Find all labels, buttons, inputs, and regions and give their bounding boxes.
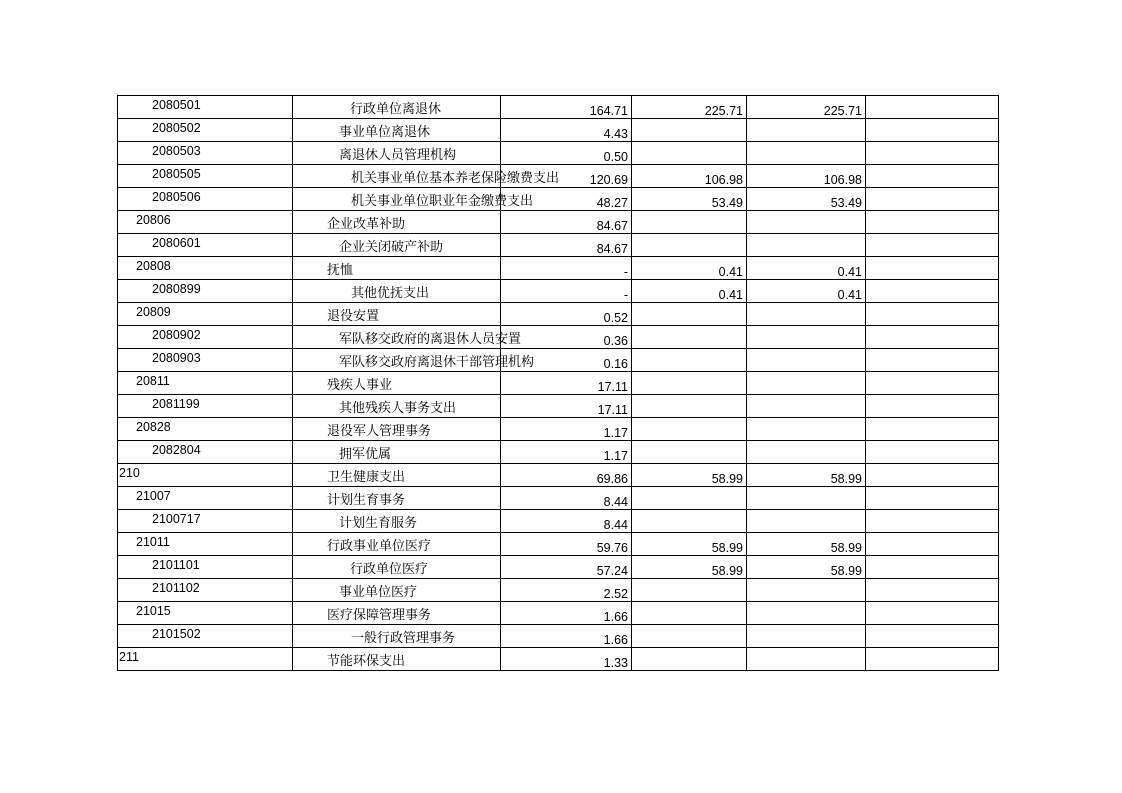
- subject-code: 2080899: [152, 282, 201, 296]
- subject-code-cell: [118, 119, 293, 142]
- amount-col-2: 225.71: [704, 104, 743, 118]
- table-row: [118, 142, 999, 165]
- empty-cell: [866, 326, 999, 349]
- subject-name-cell: [293, 257, 501, 280]
- amount-col-2-cell: [632, 165, 747, 188]
- subject-code-cell: [118, 349, 293, 372]
- empty-cell: [866, 648, 999, 671]
- amount-col-3-cell: [747, 303, 866, 326]
- subject-code-cell: [118, 326, 293, 349]
- amount-col-3: 53.49: [830, 196, 862, 210]
- table-row: [118, 119, 999, 142]
- amount-col-1: 1.33: [603, 656, 628, 670]
- amount-col-3-cell: [747, 441, 866, 464]
- amount-col-3-cell: [747, 349, 866, 372]
- amount-col-1: 0.36: [603, 334, 628, 348]
- amount-col-1-cell: [501, 487, 632, 510]
- table-row: [118, 648, 999, 671]
- amount-col-3-cell: [747, 119, 866, 142]
- empty-cell: [866, 556, 999, 579]
- amount-col-1: -: [623, 265, 628, 279]
- empty-cell: [866, 533, 999, 556]
- subject-name-cell: [293, 625, 501, 648]
- subject-name-cell: [293, 234, 501, 257]
- empty-cell: [866, 625, 999, 648]
- subject-code-cell: [118, 579, 293, 602]
- empty-cell: [866, 165, 999, 188]
- subject-name: 事业单位离退休: [339, 125, 431, 140]
- budget-table: [117, 95, 999, 671]
- amount-col-1-cell: [501, 464, 632, 487]
- subject-name-cell: [293, 303, 501, 326]
- amount-col-2-cell: [632, 579, 747, 602]
- empty-cell: [866, 487, 999, 510]
- subject-name: 卫生健康支出: [327, 470, 406, 485]
- amount-col-1: 8.44: [603, 495, 628, 509]
- amount-col-3-cell: [747, 326, 866, 349]
- amount-col-2: 58.99: [711, 541, 743, 555]
- amount-col-3: 58.99: [830, 541, 862, 555]
- subject-name: 退役安置: [327, 309, 380, 324]
- amount-col-3: 58.99: [830, 564, 862, 578]
- subject-code: 2101102: [152, 581, 200, 595]
- subject-code-cell: [118, 487, 293, 510]
- empty-cell: [866, 349, 999, 372]
- amount-col-3-cell: [747, 487, 866, 510]
- empty-cell: [866, 372, 999, 395]
- amount-col-3: 0.41: [837, 288, 862, 302]
- empty-cell: [866, 188, 999, 211]
- subject-name-cell: [293, 648, 501, 671]
- table-row: [118, 395, 999, 418]
- subject-name: 节能环保支出: [327, 654, 406, 669]
- table-row: [118, 487, 999, 510]
- subject-code-cell: [118, 602, 293, 625]
- subject-name: 医疗保障管理事务: [327, 608, 432, 623]
- subject-name: 行政单位离退休: [350, 102, 442, 117]
- amount-col-3-cell: [747, 510, 866, 533]
- table-row: [118, 96, 999, 119]
- subject-code-cell: [118, 625, 293, 648]
- subject-code-cell: [118, 142, 293, 165]
- empty-cell: [866, 464, 999, 487]
- amount-col-2-cell: [632, 234, 747, 257]
- subject-name: 机关事业单位职业年金缴费支出: [351, 194, 534, 209]
- amount-col-1: 48.27: [596, 196, 628, 210]
- table-row: [118, 303, 999, 326]
- amount-col-1-cell: [501, 602, 632, 625]
- subject-code-cell: [118, 188, 293, 211]
- amount-col-2: 0.41: [718, 288, 743, 302]
- amount-col-1: 120.69: [589, 173, 628, 187]
- amount-col-3-cell: [747, 579, 866, 602]
- subject-code-cell: [118, 441, 293, 464]
- subject-code-cell: [118, 234, 293, 257]
- amount-col-3-cell: [747, 418, 866, 441]
- table-row: [118, 349, 999, 372]
- subject-name-cell: [293, 165, 560, 188]
- table-row: [118, 533, 999, 556]
- subject-code: 20811: [136, 374, 170, 388]
- amount-col-3-cell: [747, 648, 866, 671]
- subject-name: 企业改革补助: [327, 217, 406, 232]
- amount-col-1: 4.43: [603, 127, 628, 141]
- amount-col-1: 17.11: [597, 403, 628, 417]
- amount-col-2-cell: [632, 349, 747, 372]
- subject-name: 离退休人员管理机构: [339, 148, 457, 163]
- amount-col-1-cell: [501, 280, 632, 303]
- subject-name: 计划生育服务: [339, 516, 418, 531]
- subject-name-cell: [293, 602, 501, 625]
- subject-code: 2101101: [152, 558, 200, 572]
- table-row: [118, 165, 999, 188]
- subject-code: 20808: [136, 259, 171, 273]
- subject-code: 2080903: [152, 351, 201, 365]
- amount-col-1-cell: [501, 188, 632, 211]
- amount-col-1-cell: [501, 395, 632, 418]
- subject-name: 残疾人事业: [327, 378, 393, 393]
- subject-code: 210: [119, 466, 140, 480]
- amount-col-2-cell: [632, 648, 747, 671]
- table-row: [118, 280, 999, 303]
- table-row: [118, 510, 999, 533]
- amount-col-2-cell: [632, 625, 747, 648]
- amount-col-1: 17.11: [597, 380, 628, 394]
- empty-cell: [866, 441, 999, 464]
- subject-name: 事业单位医疗: [339, 585, 418, 600]
- subject-name-cell: [293, 533, 501, 556]
- subject-name-cell: [293, 418, 501, 441]
- amount-col-2-cell: [632, 487, 747, 510]
- subject-code-cell: [118, 648, 293, 671]
- subject-code: 2081199: [152, 397, 200, 411]
- amount-col-1-cell: [501, 648, 632, 671]
- amount-col-3-cell: [747, 165, 866, 188]
- empty-cell: [866, 142, 999, 165]
- amount-col-3-cell: [747, 625, 866, 648]
- subject-name: 其他优抚支出: [351, 286, 430, 301]
- subject-code: 20806: [136, 213, 171, 227]
- table-row: [118, 464, 999, 487]
- amount-col-2: 106.98: [704, 173, 743, 187]
- subject-name-cell: [293, 510, 501, 533]
- table-row: [118, 556, 999, 579]
- empty-cell: [866, 395, 999, 418]
- subject-name: 抚恤: [327, 263, 354, 278]
- amount-col-3-cell: [747, 372, 866, 395]
- subject-name: 拥军优属: [339, 447, 392, 462]
- amount-col-3: 225.71: [823, 104, 862, 118]
- subject-name-cell: [293, 188, 534, 211]
- table-row: [118, 602, 999, 625]
- subject-name: 军队移交政府离退休干部管理机构: [339, 355, 535, 370]
- subject-code: 2101502: [152, 627, 201, 641]
- amount-col-2-cell: [632, 280, 747, 303]
- amount-col-1: 57.24: [596, 564, 628, 578]
- amount-col-2: 0.41: [718, 265, 743, 279]
- amount-col-1: 84.67: [596, 242, 628, 256]
- subject-code: 2080501: [152, 98, 201, 112]
- amount-col-2-cell: [632, 556, 747, 579]
- amount-col-2-cell: [632, 96, 747, 119]
- amount-col-1: 84.67: [596, 219, 628, 233]
- amount-col-3-cell: [747, 257, 866, 280]
- amount-col-1-cell: [501, 625, 632, 648]
- subject-name-cell: [293, 464, 501, 487]
- amount-col-2-cell: [632, 257, 747, 280]
- amount-col-1: 2.52: [603, 587, 628, 601]
- empty-cell: [866, 303, 999, 326]
- amount-col-2-cell: [632, 418, 747, 441]
- subject-code-cell: [118, 395, 293, 418]
- amount-col-1-cell: [501, 372, 632, 395]
- subject-code-cell: [118, 372, 293, 395]
- empty-cell: [866, 96, 999, 119]
- empty-cell: [866, 602, 999, 625]
- amount-col-2-cell: [632, 211, 747, 234]
- amount-col-1: 0.50: [603, 150, 628, 164]
- table-row: [118, 188, 999, 211]
- table-row: [118, 234, 999, 257]
- subject-code: 211: [119, 650, 139, 664]
- subject-code-cell: [118, 303, 293, 326]
- amount-col-1-cell: [501, 418, 632, 441]
- amount-col-1: -: [623, 288, 628, 302]
- empty-cell: [866, 280, 999, 303]
- subject-code: 2080503: [152, 144, 201, 158]
- amount-col-1-cell: [501, 142, 632, 165]
- table-row: [118, 441, 999, 464]
- amount-col-3-cell: [747, 188, 866, 211]
- table-row: [118, 579, 999, 602]
- amount-col-1-cell: [501, 510, 632, 533]
- table-row: [118, 326, 999, 349]
- budget-table-sheet: [117, 95, 997, 671]
- amount-col-2-cell: [632, 395, 747, 418]
- amount-col-3-cell: [747, 464, 866, 487]
- subject-code-cell: [118, 211, 293, 234]
- empty-cell: [866, 257, 999, 280]
- subject-code: 20828: [136, 420, 171, 434]
- amount-col-2-cell: [632, 188, 747, 211]
- subject-name: 行政单位医疗: [350, 562, 429, 577]
- empty-cell: [866, 119, 999, 142]
- amount-col-3-cell: [747, 556, 866, 579]
- amount-col-2-cell: [632, 372, 747, 395]
- subject-code: 2100717: [152, 512, 201, 526]
- amount-col-3: 58.99: [830, 472, 862, 486]
- amount-col-1: 1.66: [603, 633, 628, 647]
- empty-cell: [866, 234, 999, 257]
- amount-col-1: 0.16: [603, 357, 628, 371]
- empty-cell: [866, 418, 999, 441]
- subject-name-cell: [293, 372, 501, 395]
- amount-col-2-cell: [632, 142, 747, 165]
- subject-code-cell: [118, 96, 293, 119]
- amount-col-3-cell: [747, 602, 866, 625]
- empty-cell: [866, 579, 999, 602]
- amount-col-2: 58.99: [711, 472, 743, 486]
- amount-col-1-cell: [501, 96, 632, 119]
- amount-col-3-cell: [747, 96, 866, 119]
- table-row: [118, 257, 999, 280]
- subject-code-cell: [118, 280, 293, 303]
- amount-col-1: 1.17: [603, 449, 628, 463]
- subject-code-cell: [118, 464, 293, 487]
- amount-col-1-cell: [501, 119, 632, 142]
- subject-name-cell: [293, 487, 501, 510]
- amount-col-2: 53.49: [711, 196, 743, 210]
- amount-col-1-cell: [501, 533, 632, 556]
- subject-code: 2082804: [152, 443, 201, 457]
- subject-name: 退役军人管理事务: [327, 424, 432, 439]
- subject-name-cell: [293, 280, 501, 303]
- subject-code: 21007: [136, 489, 171, 503]
- amount-col-3: 106.98: [823, 173, 862, 187]
- subject-code-cell: [118, 556, 293, 579]
- subject-name-cell: [293, 119, 501, 142]
- table-row: [118, 211, 999, 234]
- table-row: [118, 625, 999, 648]
- amount-col-2-cell: [632, 441, 747, 464]
- empty-cell: [866, 510, 999, 533]
- amount-col-1: 1.66: [603, 610, 628, 624]
- amount-col-1-cell: [501, 441, 632, 464]
- amount-col-1-cell: [501, 257, 632, 280]
- subject-code-cell: [118, 257, 293, 280]
- subject-name-cell: [293, 395, 501, 418]
- subject-code-cell: [118, 418, 293, 441]
- empty-cell: [866, 211, 999, 234]
- subject-name-cell: [293, 556, 501, 579]
- subject-name-cell: [293, 211, 501, 234]
- amount-col-1-cell: [501, 211, 632, 234]
- amount-col-1-cell: [501, 349, 632, 372]
- amount-col-1-cell: [501, 165, 632, 188]
- amount-col-1-cell: [501, 556, 632, 579]
- amount-col-3: 0.41: [837, 265, 862, 279]
- subject-code-cell: [118, 165, 293, 188]
- subject-name-cell: [293, 326, 522, 349]
- amount-col-1: 59.76: [596, 541, 628, 555]
- amount-col-3-cell: [747, 234, 866, 257]
- amount-col-1-cell: [501, 579, 632, 602]
- amount-col-2-cell: [632, 119, 747, 142]
- subject-name-cell: [293, 579, 501, 602]
- subject-code: 2080902: [152, 328, 201, 342]
- subject-name: 计划生育事务: [327, 493, 406, 508]
- subject-name-cell: [293, 142, 501, 165]
- amount-col-3-cell: [747, 533, 866, 556]
- subject-code: 21011: [136, 535, 170, 549]
- amount-col-2-cell: [632, 533, 747, 556]
- subject-name: 机关事业单位基本养老保险缴费支出: [351, 171, 560, 186]
- subject-code-cell: [118, 510, 293, 533]
- table-row: [118, 372, 999, 395]
- amount-col-1-cell: [501, 326, 632, 349]
- subject-name: 军队移交政府的离退休人员安置: [339, 332, 522, 347]
- subject-name-cell: [293, 96, 501, 119]
- amount-col-1-cell: [501, 234, 632, 257]
- subject-name: 其他残疾人事务支出: [339, 401, 457, 416]
- amount-col-2: 58.99: [711, 564, 743, 578]
- subject-code-cell: [118, 533, 293, 556]
- subject-code: 2080505: [152, 167, 201, 181]
- amount-col-1: 69.86: [596, 472, 628, 486]
- subject-name-cell: [293, 441, 501, 464]
- amount-col-3-cell: [747, 280, 866, 303]
- subject-name: 企业关闭破产补助: [339, 240, 444, 255]
- amount-col-1: 8.44: [603, 518, 628, 532]
- amount-col-3-cell: [747, 211, 866, 234]
- subject-code: 21015: [136, 604, 171, 618]
- table-row: [118, 418, 999, 441]
- amount-col-2-cell: [632, 602, 747, 625]
- amount-col-2-cell: [632, 326, 747, 349]
- amount-col-2-cell: [632, 303, 747, 326]
- subject-name-cell: [293, 349, 535, 372]
- amount-col-1: 164.71: [589, 104, 628, 118]
- amount-col-2-cell: [632, 510, 747, 533]
- subject-name: 一般行政管理事务: [351, 631, 456, 646]
- subject-code: 2080502: [152, 121, 201, 135]
- subject-name: 行政事业单位医疗: [327, 539, 432, 554]
- amount-col-3-cell: [747, 395, 866, 418]
- subject-code: 2080601: [152, 236, 201, 250]
- amount-col-2-cell: [632, 464, 747, 487]
- amount-col-1-cell: [501, 303, 632, 326]
- amount-col-1: 1.17: [603, 426, 628, 440]
- amount-col-1: 0.52: [603, 311, 628, 325]
- amount-col-3-cell: [747, 142, 866, 165]
- subject-code: 2080506: [152, 190, 201, 204]
- subject-code: 20809: [136, 305, 171, 319]
